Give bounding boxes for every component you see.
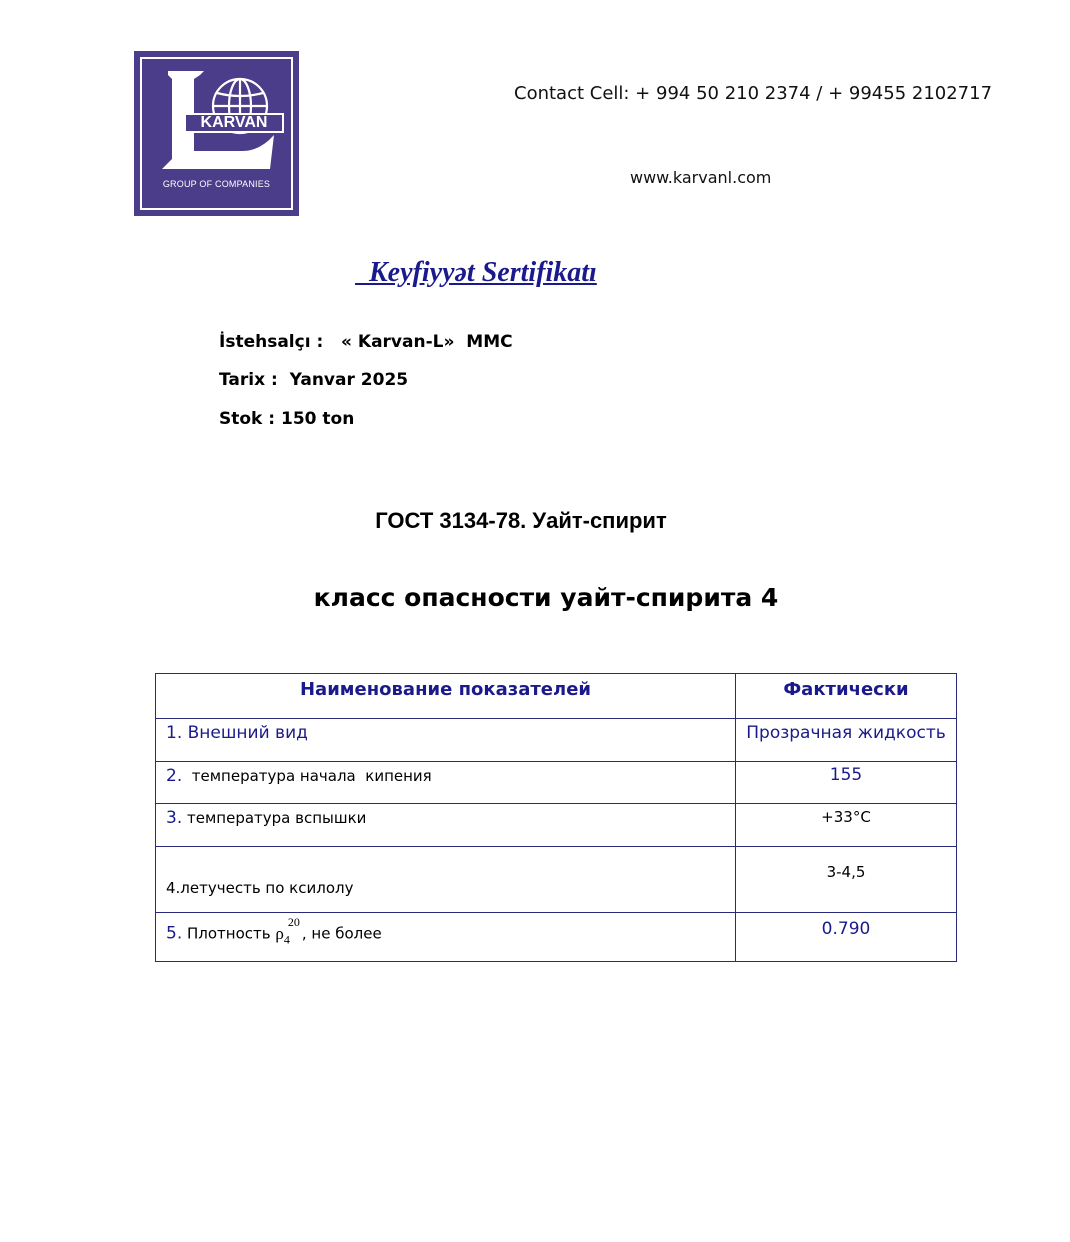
row-label-cell <box>156 762 736 804</box>
row-value-cell <box>736 847 957 913</box>
header-indicator-name: Наименование показателей <box>156 674 736 719</box>
producer-line: İstehsalçı : « Karvan-L» MMC <box>219 332 513 352</box>
row-label: температура вспышки <box>182 809 367 827</box>
density-rho: ρ <box>275 923 284 943</box>
row-value-cell <box>736 762 957 804</box>
logo-brand: KARVAN <box>200 114 268 131</box>
row-value-cell <box>736 804 957 847</box>
company-logo <box>134 51 299 216</box>
logo-caption: GROUP OF COMPANIES <box>162 179 271 189</box>
row-value: Прозрачная жидкость <box>746 723 946 743</box>
row-label-cell <box>156 719 736 762</box>
row-label-cell <box>156 847 736 913</box>
table-row <box>156 719 957 762</box>
table-row <box>156 804 957 847</box>
density-sub: 4 <box>283 932 290 946</box>
row-value: 0.790 <box>821 919 871 939</box>
row-label: температура начала кипения <box>182 767 432 785</box>
karvan-logo-icon <box>134 51 299 216</box>
contact-phone: Contact Cell: + 994 50 210 2374 / + 99455 2102717 <box>514 83 993 104</box>
table-row <box>156 913 957 962</box>
stock-line: Stok : 150 ton <box>219 409 355 429</box>
row-label: , не более <box>301 924 382 943</box>
row-number: 1. <box>166 723 183 743</box>
standard-heading: ГОСТ 3134-78. Уайт-спирит <box>375 508 667 533</box>
row-label: 4.летучесть по ксилолу <box>166 879 354 897</box>
row-label: Внешний вид <box>182 723 308 743</box>
spec-table <box>155 673 957 962</box>
density-sup: 20 <box>287 914 300 929</box>
table-row <box>156 762 957 804</box>
row-number: 3. <box>166 808 183 828</box>
hazard-class-heading: класс опасности уайт-спирита 4 <box>313 583 779 612</box>
table-row <box>156 847 957 913</box>
row-number: 2. <box>166 766 183 786</box>
row-label-cell <box>156 913 736 962</box>
date-line: Tarix : Yanvar 2025 <box>219 370 409 390</box>
density-symbol <box>275 914 301 946</box>
row-value-cell <box>736 913 957 962</box>
table-header-row <box>156 674 957 719</box>
row-value: 155 <box>829 765 863 785</box>
row-value: 3-4,5 <box>826 863 866 881</box>
certificate-title: Keyfiyyət Sertifikatı <box>355 257 597 288</box>
header-actual: Фактически <box>736 674 957 719</box>
row-number: 5. <box>166 923 183 944</box>
row-value: +33°С <box>821 808 871 826</box>
row-label-prefix: Плотность <box>182 924 276 943</box>
row-value-cell <box>736 719 957 762</box>
website-link[interactable]: www.karvanl.com <box>630 168 772 187</box>
row-label-cell <box>156 804 736 847</box>
